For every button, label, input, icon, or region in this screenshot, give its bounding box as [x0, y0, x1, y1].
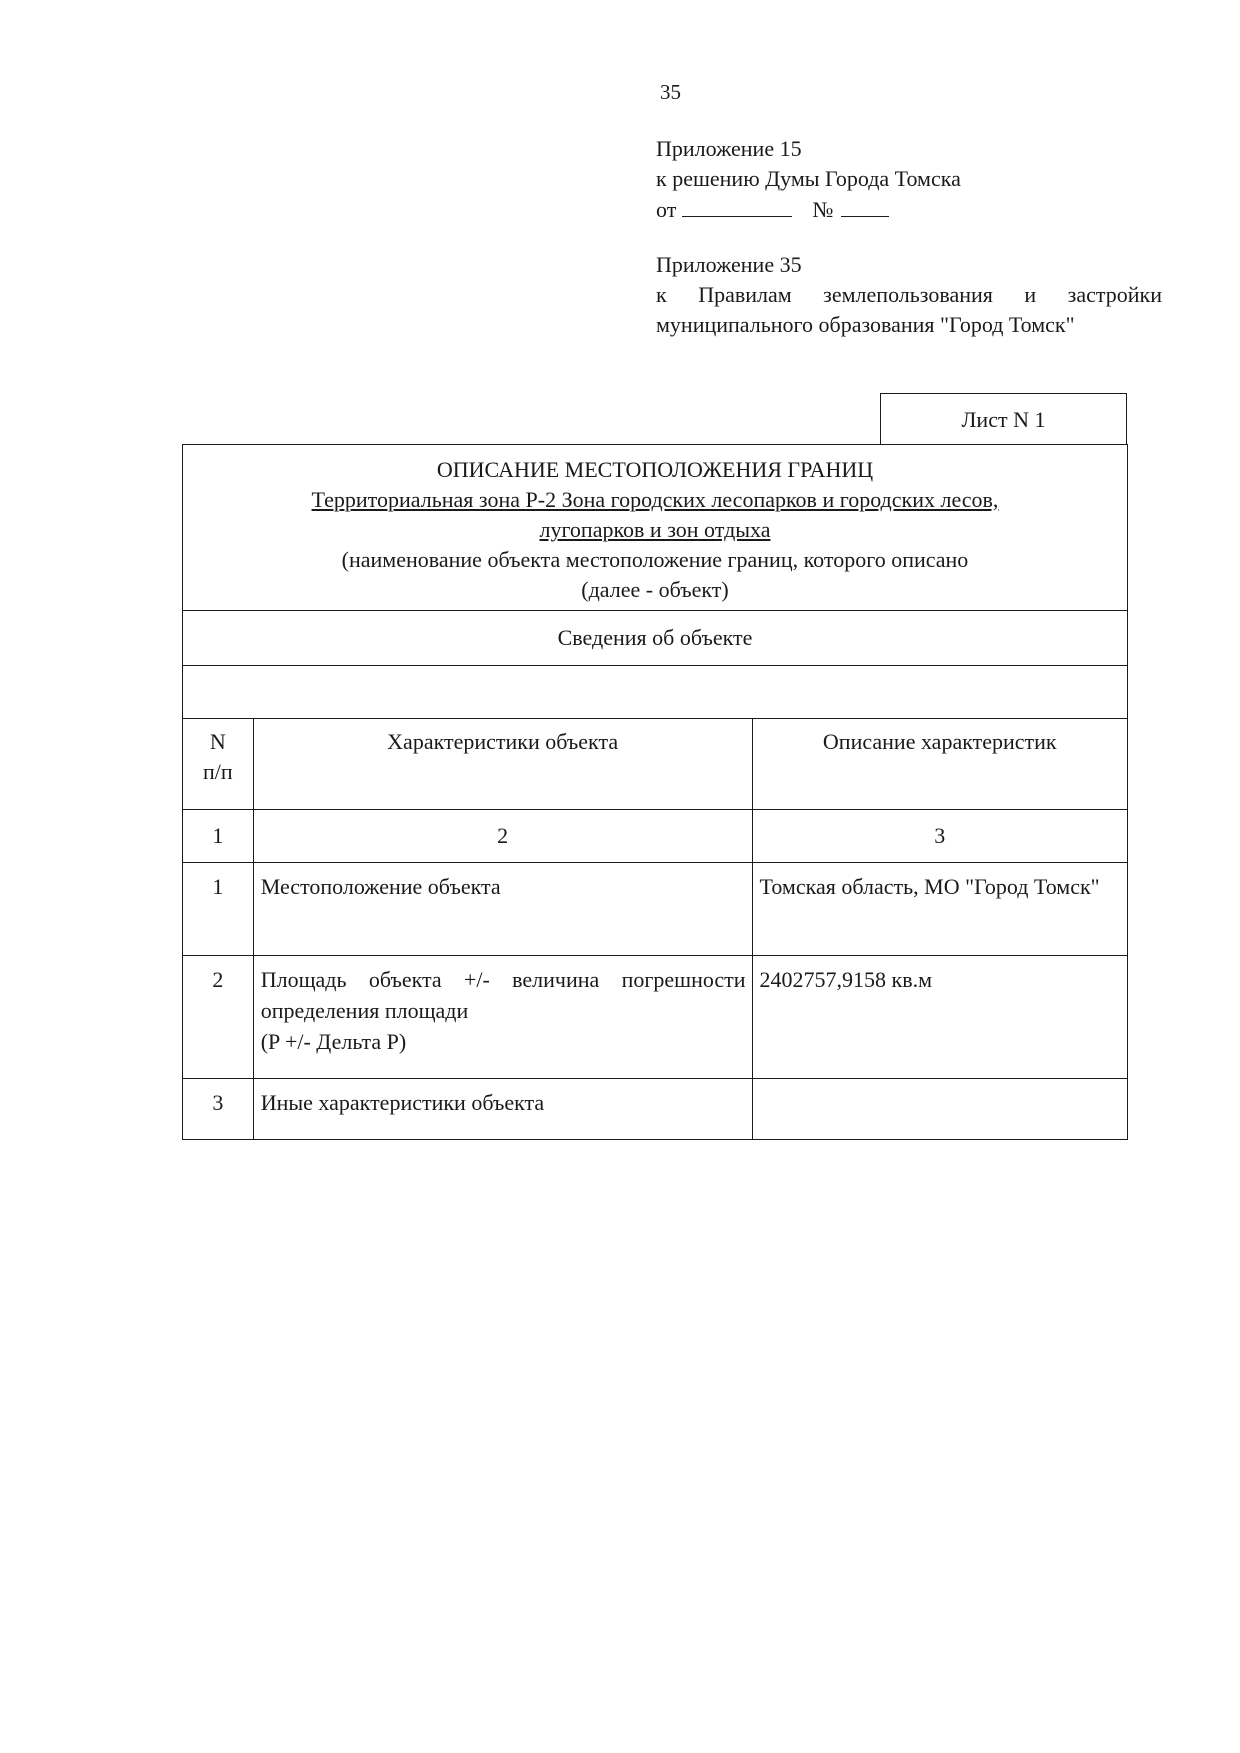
table-row — [183, 1079, 1128, 1140]
appendix-35-reference-line2: муниципального образования "Город Томск" — [656, 312, 1075, 337]
col-number-3: 3 — [752, 810, 1127, 863]
appendix-35-block — [656, 250, 1162, 340]
appendix-35-reference-line1: к Правилам землепользования и застройки — [656, 282, 1162, 307]
boundary-description-table — [182, 444, 1128, 1140]
col-number-1: 1 — [183, 810, 254, 863]
document-title: ОПИСАНИЕ МЕСТОПОЛОЖЕНИЯ ГРАНИЦ — [436, 457, 874, 482]
appendix-15-title: Приложение 15 — [656, 136, 802, 161]
column-number-row — [183, 810, 1128, 863]
zone-name-line2: лугопарков и зон отдыха — [539, 517, 771, 542]
col-header-n — [183, 719, 254, 810]
row-description: Томская область, МО "Город Томск" — [752, 863, 1127, 956]
row-characteristic: Местоположение объекта — [253, 863, 752, 956]
row-characteristic-line1: Площадь объекта +/- величина погрешности — [260, 967, 746, 992]
appendix-35-title: Приложение 35 — [656, 252, 802, 277]
empty-cell — [183, 666, 1128, 719]
row-characteristic — [253, 956, 752, 1079]
row-characteristic-line2: определения площади — [260, 998, 469, 1023]
appendix-15-date-line — [656, 194, 1056, 225]
column-header-row — [183, 719, 1128, 810]
number-blank — [841, 194, 889, 217]
appendix-15-reference: к решению Думы Города Томска — [656, 166, 961, 191]
row-characteristic-line3: (P +/- Дельта P) — [260, 1029, 407, 1054]
row-description — [752, 1079, 1127, 1140]
page-number: 35 — [660, 80, 681, 104]
row-number: 1 — [183, 863, 254, 956]
table-row — [183, 863, 1128, 956]
table-row — [183, 956, 1128, 1079]
row-description: 2402757,9158 кв.м — [752, 956, 1127, 1079]
zone-name-line1: Территориальная зона Р-2 Зона городских лесопарков и городских лесов, — [311, 487, 999, 512]
header-cell — [183, 445, 1128, 611]
sheet-number-box: Лист N 1 — [880, 393, 1127, 445]
info-title: Сведения об объекте — [183, 611, 1128, 666]
col-header-characteristics: Характеристики объекта — [253, 719, 752, 810]
object-note-line1: (наименование объекта местоположение границ, которого описано — [341, 547, 969, 572]
header-row — [183, 445, 1128, 611]
col-header-description: Описание характеристик — [752, 719, 1127, 810]
row-number: 2 — [183, 956, 254, 1079]
row-number: 3 — [183, 1079, 254, 1140]
row-characteristic: Иные характеристики объекта — [253, 1079, 752, 1140]
date-blank — [682, 194, 792, 217]
col-number-2: 2 — [253, 810, 752, 863]
empty-row — [183, 666, 1128, 719]
date-prefix: от — [656, 197, 677, 222]
appendix-15-block — [656, 134, 1056, 225]
info-title-row — [183, 611, 1128, 666]
col-header-n-text: N п/п — [203, 729, 233, 784]
number-sign: № — [812, 197, 834, 222]
object-note-line2: (далее - объект) — [581, 577, 729, 602]
